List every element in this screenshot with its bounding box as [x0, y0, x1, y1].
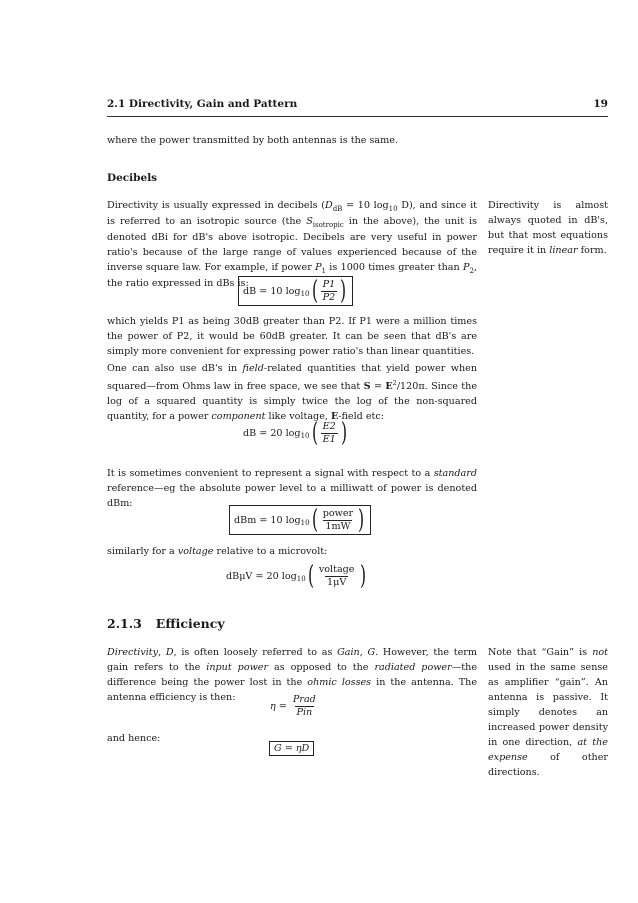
- and-hence-text: and hence:: [107, 733, 161, 744]
- decibels-paragraph-1: Directivity is usually expressed in decibels ($D_{dB} = 10$ $\log_{10} D$), and since it is referred to an isotropic source (the $S_{isotropic}$ in the above), the unit is denoted dBi for dB's above isotropic. Decibels are very useful in power ratio's because of the large range of values experienced because of the inverse square law. For example, if power $P_1$ is 1000 times greater than $P_2$, the ratio expressed in dBs is:: [107, 200, 477, 289]
- decibels-paragraph-2: which yields P1 as being 30dB greater than P2. If P1 were a million times the power of P2, it would be 60dB greater. It can be seen that dB's are simply more convenient for expressing power ratio's than linear quantities.: [107, 316, 477, 357]
- running-header: [107, 98, 608, 110]
- header-rule: [107, 116, 608, 117]
- equation-dbm: dBm = 10 log 10 ( $\frac{\text{power}}{1mW}$ ): [229, 505, 371, 535]
- equation-db-power: dB = 10 log 10 ( $\frac{P1}{P2}$ ): [238, 276, 353, 306]
- equation-dbuv: dBμV = 20 log 10 ( $\frac{\text{voltage}}{1\mu V}$ ): [226, 561, 366, 591]
- decibels-paragraph-3: One can also use dB's in field-related quantities that yield power when squared—from Ohms law in free space, we see that $S = E^2/120\pi$. Since the log of a squared quantity is simply twice the log of the non-squared quantity, for a power component like voltage, E-field etc:: [107, 363, 478, 423]
- equation-db-field: dB = 20 log 10 ( $\frac{E2}{E1}$ ): [243, 418, 347, 448]
- efficiency-heading: 2.1.3 Efficiency: [107, 616, 225, 631]
- margin-note-decibels: Directivity is almost always quoted in dB's, but that most equations require it in linear form.: [488, 200, 608, 256]
- efficiency-paragraph-1: Directivity, D, is often loosely referred to as Gain, G. However, the term gain refers to the input power as opposed to the radiated power—the difference being the power lost in the ohmic losses in the antenna. The antenna efficiency is then:: [107, 647, 478, 703]
- decibels-paragraph-4: It is sometimes convenient to represent a signal with respect to a standard reference—eg the absolute power level to a milliwatt of power is denoted dBm:: [107, 468, 477, 509]
- intro-line: where the power transmitted by both antennas is the same.: [107, 135, 398, 146]
- margin-note-efficiency: Note that “Gain” is not used in the same sense as amplifier “gain”. An antenna is passive. It simply denotes an increased power density in one direction, at the expense of other directions.: [488, 647, 608, 778]
- equation-efficiency: η = $\frac{\text{Prad}}{\text{Pin}}$: [270, 694, 316, 718]
- header-title: 2.1 Directivity, Gain and Pattern: [107, 98, 298, 110]
- decibels-heading: Decibels: [107, 172, 158, 184]
- page-number: 19: [593, 98, 608, 110]
- decibels-paragraph-5: similarly for a voltage relative to a microvolt:: [107, 546, 328, 557]
- equation-gain: G = ηD: [269, 741, 314, 756]
